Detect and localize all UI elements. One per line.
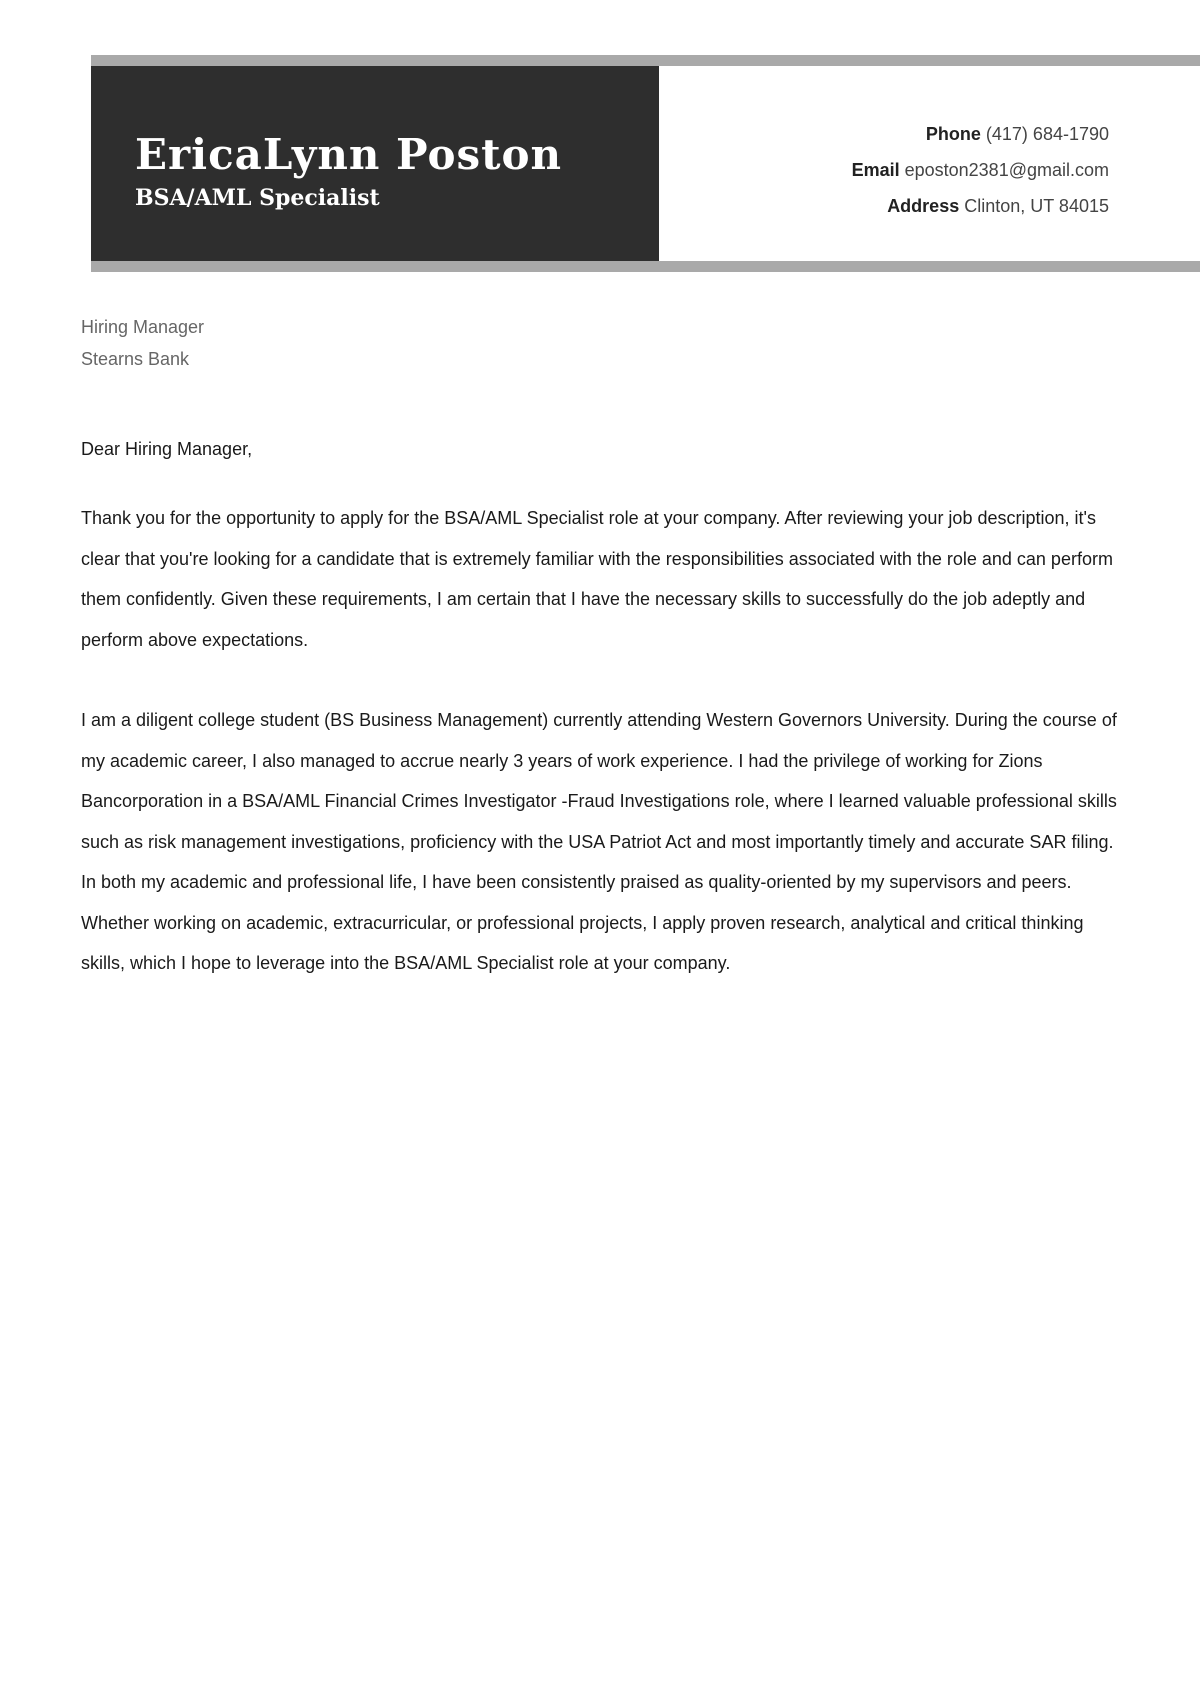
contact-email bbox=[852, 152, 1109, 188]
name-banner bbox=[91, 66, 659, 261]
recipient-name: Hiring Manager bbox=[81, 317, 205, 337]
body-paragraph: I am a diligent college student (BS Business Management) currently attending Western Governors University. During the course of my academic career, I also managed to accrue nearly 3 years of work experience. I had the privilege of working for Zions Bancorporation in a BSA/AML Financial Crimes Investigator -Fraud Investigations role, where I learned valuable professional skills such as risk management investigations, proficiency with the USA Patriot Act and most importantly timely and accurate SAR filing. In both my academic and professional life, I have been consistently praised as quality-oriented by my supervisors and peers. Whether working on academic, extracurricular, or professional projects, I apply proven research, analytical and critical thinking skills, which I hope to leverage into the BSA/AML Specialist role at your company. bbox=[81, 710, 1117, 973]
phone-label: Phone bbox=[925, 124, 981, 144]
address-value: Clinton, UT 84015 bbox=[964, 196, 1109, 216]
contact-info bbox=[852, 116, 1109, 224]
header-top-rule bbox=[91, 55, 1200, 66]
applicant-job-title: BSA/AML Specialist bbox=[135, 185, 380, 211]
recipient-company: Stearns Bank bbox=[81, 349, 190, 369]
address-label: Address bbox=[887, 196, 960, 216]
applicant-name: EricaLynn Poston bbox=[135, 130, 563, 179]
body-paragraph: Thank you for the opportunity to apply for the BSA/AML Specialist role at your company. After reviewing your job description, it's clear that you're looking for a candidate that is extremely familiar with the responsibilities associated with the role and can perform them confidently. Given these requirements, I am certain that I have the necessary skills to successfully do the job adeptly and perform above expectations. bbox=[81, 508, 1113, 650]
recipient-block bbox=[81, 311, 204, 375]
email-value: eposton2381@gmail.com bbox=[904, 160, 1109, 180]
contact-phone bbox=[852, 116, 1109, 152]
salutation: Dear Hiring Manager, bbox=[81, 439, 253, 459]
contact-address bbox=[852, 188, 1109, 224]
phone-value: (417) 684-1790 bbox=[985, 124, 1109, 144]
header-bottom-rule bbox=[91, 261, 1200, 272]
email-label: Email bbox=[851, 160, 900, 180]
